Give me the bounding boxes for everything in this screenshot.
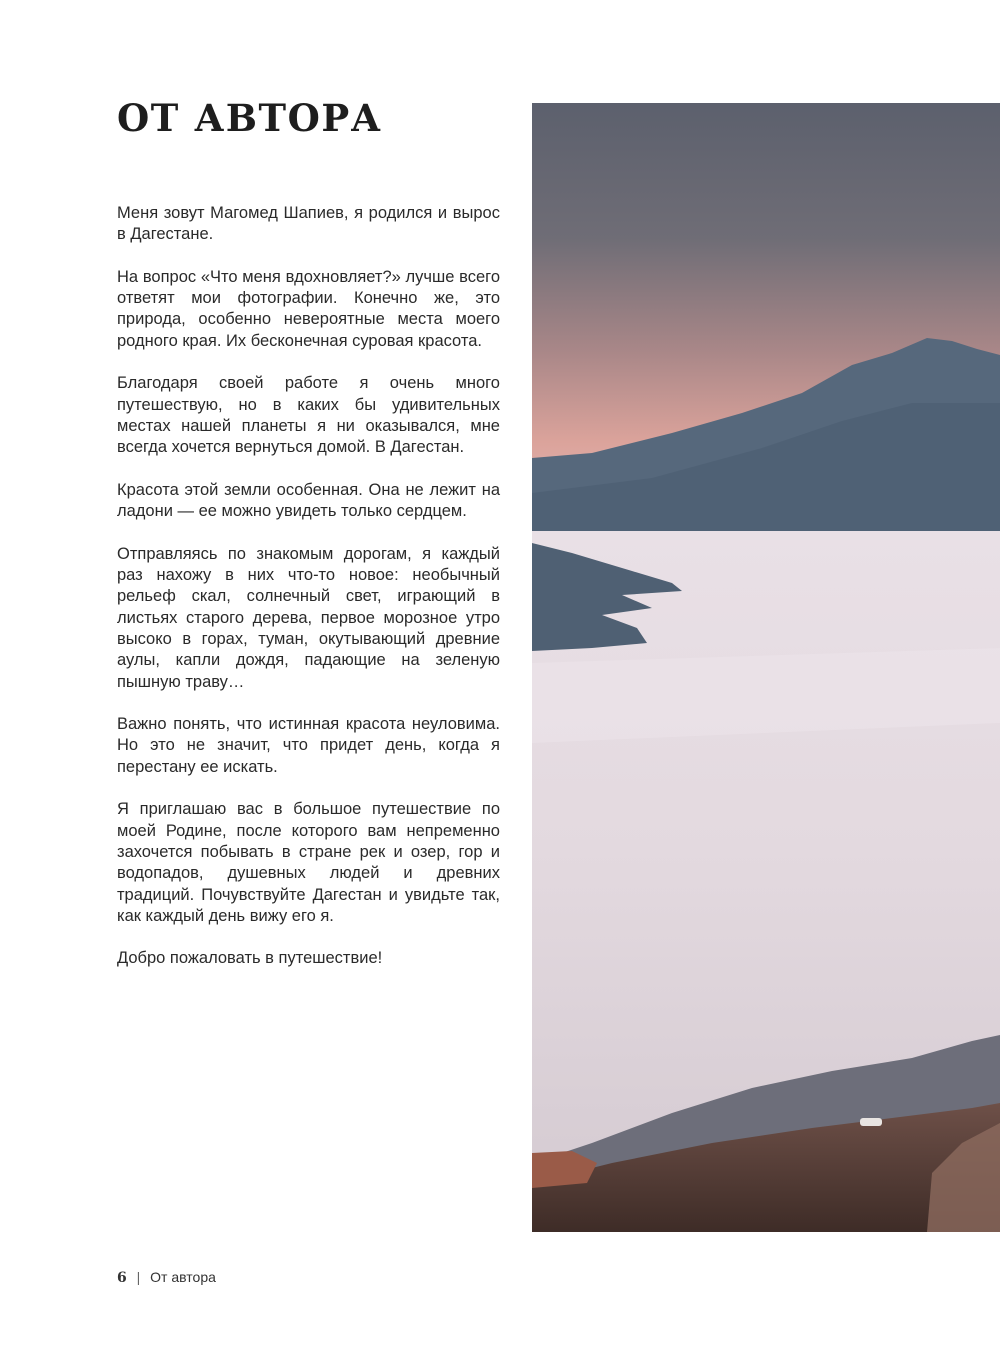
paragraph: Я приглашаю вас в большое путешествие по моей Родине, после которого вам непременно захочется побывать в стране рек и озер, гор и водопадов, душевных людей и древних традиций. Почувствуйте Дагестан и увидьте так, как каждый день вижу его я.: [117, 800, 500, 925]
page-number: 6: [117, 1270, 127, 1286]
paragraph: Меня зовут Магомед Шапиев, я родился и вырос в Дагестане.: [117, 204, 500, 244]
author-intro-text: [117, 203, 500, 991]
mountain-fog-photo: [532, 103, 1000, 1232]
paragraph: Добро пожаловать в путешествие!: [117, 949, 383, 968]
paragraph: Важно понять, что истинная красота неуловима. Но это не значит, что придет день, когда я перестану ее искать.: [117, 715, 500, 776]
landscape-illustration: [532, 103, 1000, 1232]
section-name: От автора: [150, 1269, 216, 1285]
page-footer: [117, 1269, 216, 1286]
paragraph: На вопрос «Что меня вдохновляет?» лучше всего ответят мои фотографии. Конечно же, это природа, особенно невероятные места моего родного края. Их бесконечная суровая красота.: [117, 267, 500, 350]
page-title: ОТ АВТОРА: [117, 96, 383, 140]
footer-separator: |: [136, 1269, 141, 1285]
paragraph: Красота этой земли особенная. Она не лежит на ладони — ее можно увидеть только сердцем.: [117, 480, 500, 521]
paragraph: Благодаря своей работе я очень много путешествую, но в каких бы удивительных местах нашей планеты я ни оказывался, мне всегда хочется вернуться домой. В Дагестан.: [117, 374, 500, 457]
hut: [860, 1118, 882, 1126]
paragraph: Отправляясь по знакомым дорогам, я каждый раз нахожу в них что-то новое: необычный рельеф скал, солнечный свет, играющий в листьях старого дерева, первое морозное утро высоко в горах, туман, окутывающий древние аулы, капли дождя, падающие на зеленую пышную траву…: [117, 544, 500, 691]
